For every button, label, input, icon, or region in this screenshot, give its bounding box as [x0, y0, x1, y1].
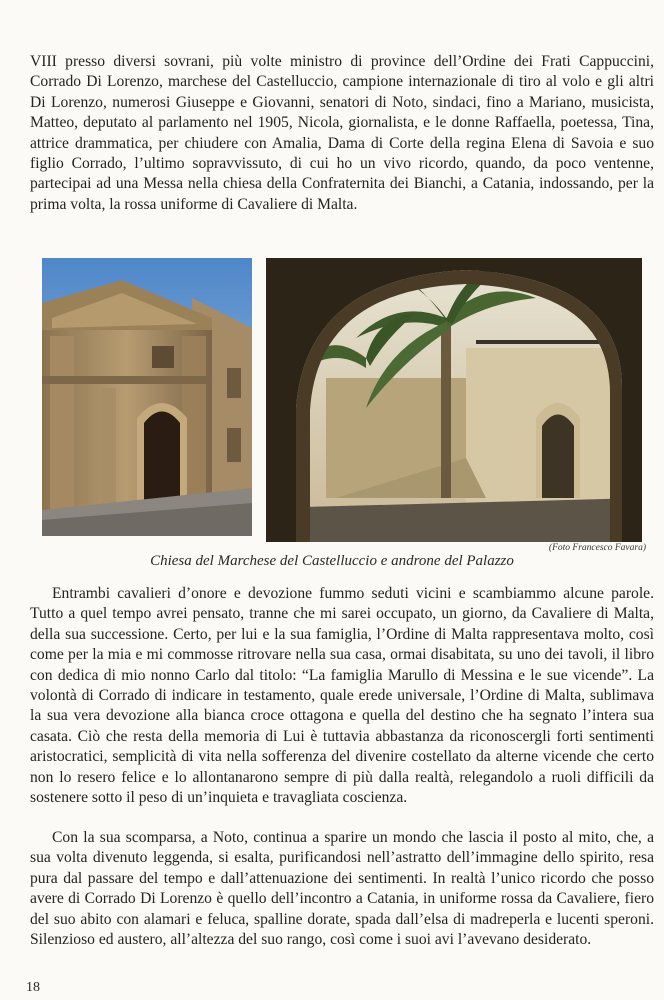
page-number: 18: [26, 980, 40, 995]
paragraph-1: VIII presso diversi sovrani, più volte ministro di province dell’Ordine dei Frati Cappuccini, Corrado Di Lorenzo, marchese del Castelluccio, campione internazionale di tiro al volo e gli altri Di Lorenzo, numerosi Giuseppe e Giovanni, senatori di Noto, sindaci, fino a Mariano, musicista, Matteo, deputato al parlamento nel 1905, Nicola, giornalista, e le donne Raffaella, poetessa, Tina, attrice drammatica, per chiudere con Amalia, Dama di Corte della regina Elena di Savoia e suo figlio Corrado, l’ultimo sopravvissuto, di cui ho un vivo ricordo, quando, da poco ventenne, partecipai ad una Messa nella chiesa della Confraternita dei Bianchi, a Catania, indossando, per la prima volta, la rossa uniforme di Cavaliere di Malta.: [30, 53, 654, 213]
figure-caption: Chiesa del Marchese del Castelluccio e androne del Palazzo: [150, 553, 514, 569]
church-facade-photo: [42, 258, 252, 536]
palace-courtyard-photo: [266, 258, 642, 542]
paragraph-3: Con la sua scomparsa, a Noto, continua a sparire un mondo che lascia il posto al mito, che, a sua volta divenuto leggenda, si esalta, purificandosi nell’astratto dell’immagine dello spirito, resa pura dal passare del tempo e dall’attenuazione dei sentimenti. In realtà l’unico ricordo che posso avere di Corrado Di Lorenzo è quello dell’incontro a Catania, in uniforme rossa da Cavaliere, fiero del suo abito con alamari e feluca, spalline dorate, spada dall’elsa di madreperla e lucenti speroni. Silenzioso ed austero, all’altezza del suo rango, così come i suoi avi l’avevano desiderato.: [30, 829, 654, 949]
paragraph-2: Entrambi cavalieri d’onore e devozione fummo seduti vicini e scambiammo alcune parole. Tutto a quel tempo avrei pensato, tranne che mi sarei occupato, un giorno, da Cavaliere di Malta, della sua successione. Certo, per lui e la sua famiglia, l’Ordine di Malta rappresentava molto, così come per la mia e mi commosse ritrovare nella sua casa, ormai disabitata, su uno dei tavoli, il libro con dedica di mio nonno Carlo dal titolo: “La famiglia Marullo di Messina e le sue vicende”. La volontà di Corrado di indicare in testamento, quale erede universale, l’Ordine di Malta, sublimava la sua vera devozione alla bianca croce ottagona e quella del destino che ha segnato l’intera sua casata. Ciò che resta della memoria di Lui è tuttavia abbastanza da riconoscergli forti sentimenti aristocratici, semplicità di vita nella sofferenza del divenire costellato da alterne vicende che certo non lo resero felice e lo allontanarono sempre di più dalla realtà, relegandolo a ruoli difficili da sostenere sotto il peso di un’inquieta e travagliata coscienza.: [30, 585, 654, 807]
photo-credit: (Foto Francesco Favara): [548, 543, 646, 553]
